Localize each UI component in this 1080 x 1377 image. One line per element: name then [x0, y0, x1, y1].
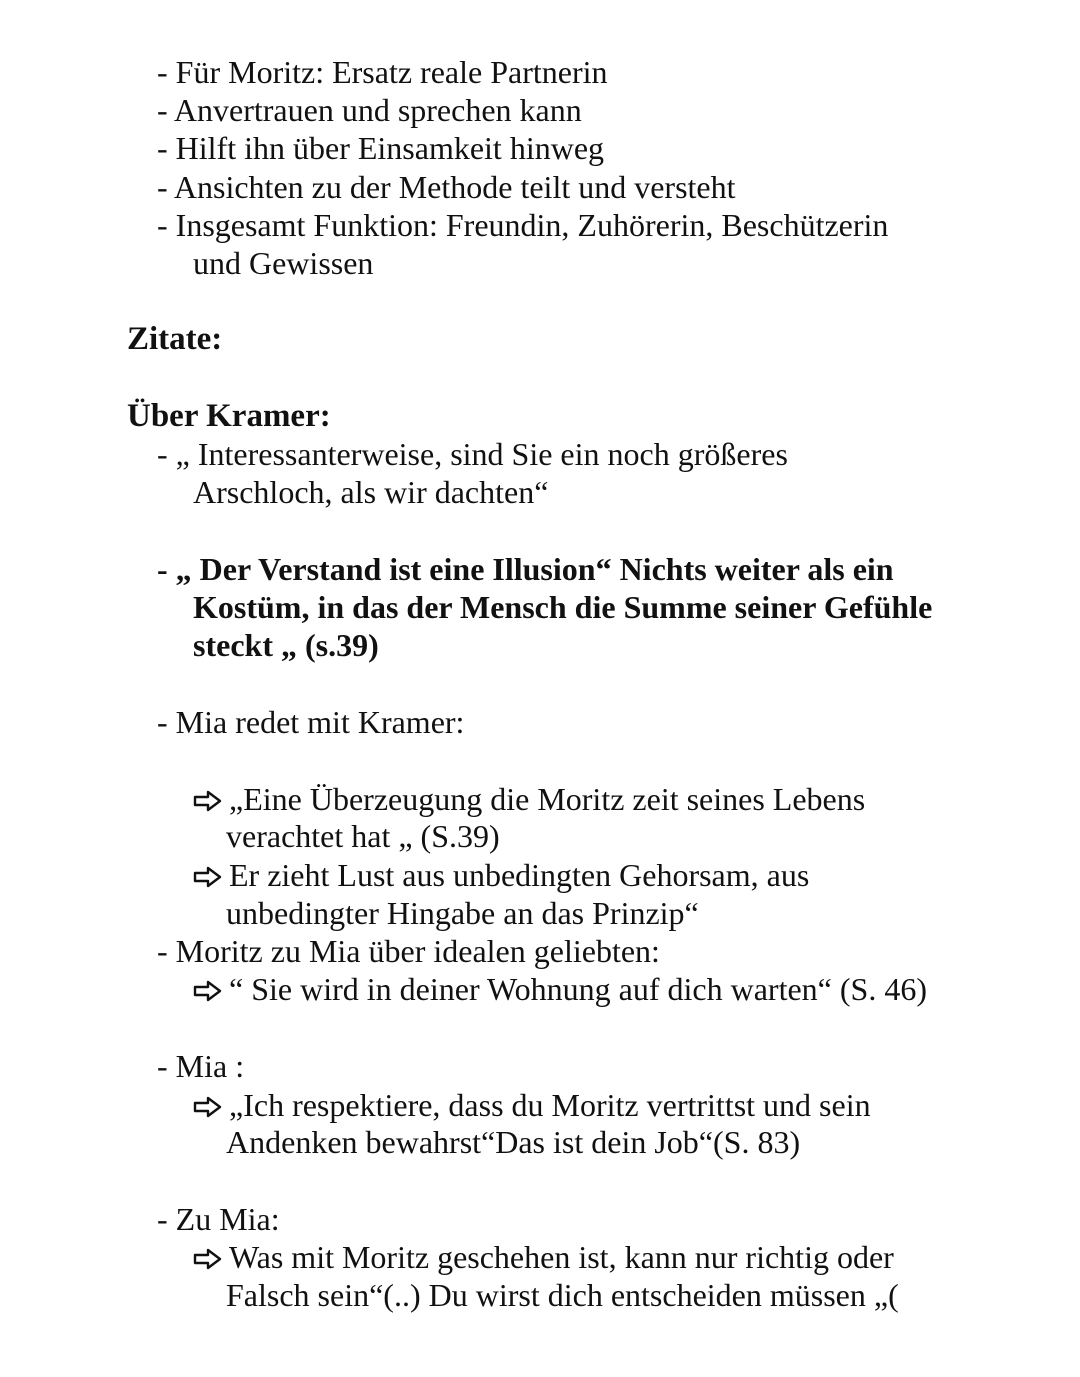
list-item: - Anvertrauen und sprechen kann — [157, 92, 582, 128]
arrow-quote-text: Was mit Moritz geschehen ist, kann nur richtig oder — [229, 1239, 894, 1275]
quote-line: - „ Interessanterweise, sind Sie ein noch größeres — [157, 436, 788, 472]
arrow-quote-text: „Eine Überzeugung die Moritz zeit seines Lebens — [229, 781, 866, 817]
arrow-quote — [193, 780, 865, 818]
arrow-quote-continuation: Andenken bewahrst“Das ist dein Job“(S. 83) — [226, 1124, 801, 1160]
arrow-quote-text: “ Sie wird in deiner Wohnung auf dich warten“ (S. 46) — [229, 971, 927, 1007]
list-item: - Insgesamt Funktion: Freundin, Zuhörerin, Beschützerin — [157, 207, 889, 243]
arrow-quote-continuation: Falsch sein“(..) Du wirst dich entscheiden müssen „( — [226, 1277, 899, 1313]
list-item-label: - Mia redet mit Kramer: — [157, 704, 465, 740]
list-item: - Für Moritz: Ersatz reale Partnerin — [157, 54, 608, 90]
subsection-heading-ueber-kramer: Über Kramer: — [127, 398, 331, 434]
arrow-quote-text: „Ich respektiere, dass du Moritz vertrittst und sein — [229, 1087, 871, 1123]
arrow-quote-text: Er zieht Lust aus unbedingten Gehorsam, aus — [229, 857, 810, 893]
arrow-quote-continuation: verachtet hat „ (S.39) — [226, 818, 500, 854]
section-heading-zitate: Zitate: — [127, 321, 223, 357]
right-arrow-icon — [193, 866, 223, 888]
right-arrow-icon — [193, 980, 223, 1002]
right-arrow-icon — [193, 1248, 223, 1270]
quote-line: Arschloch, als wir dachten“ — [193, 474, 549, 510]
quote-line-bold: steckt „ (s.39) — [193, 627, 379, 663]
list-item-label: - Moritz zu Mia über idealen geliebten: — [157, 933, 660, 969]
list-item-label: - Mia : — [157, 1048, 245, 1084]
arrow-quote — [193, 970, 927, 1008]
list-item: - Hilft ihn über Einsamkeit hinweg — [157, 130, 605, 166]
right-arrow-icon — [193, 790, 223, 812]
right-arrow-icon — [193, 1096, 223, 1118]
arrow-quote-continuation: unbedingter Hingabe an das Prinzip“ — [226, 895, 699, 931]
quote-line-bold: - „ Der Verstand ist eine Illusion“ Nichts weiter als ein — [157, 551, 894, 587]
quote-line-bold: Kostüm, in das der Mensch die Summe seiner Gefühle — [193, 589, 933, 625]
arrow-quote — [193, 856, 809, 894]
list-item-continuation: und Gewissen — [193, 245, 374, 281]
list-item: - Ansichten zu der Methode teilt und versteht — [157, 169, 736, 205]
arrow-quote — [193, 1238, 894, 1276]
arrow-quote — [193, 1086, 871, 1124]
list-item-label: - Zu Mia: — [157, 1201, 280, 1237]
